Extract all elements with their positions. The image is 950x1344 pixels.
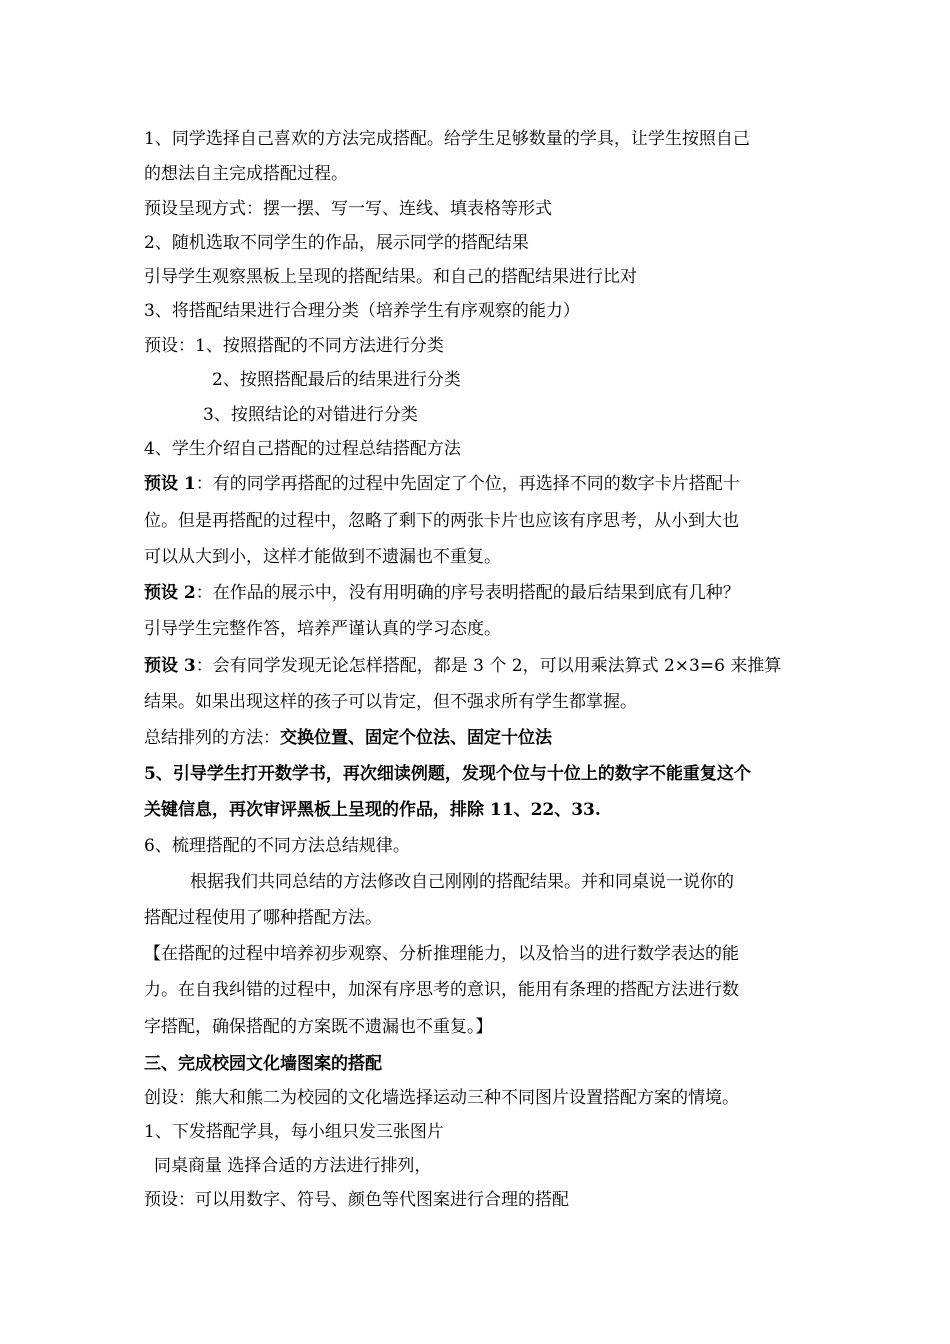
paragraph-line: 关键信息，再次审评黑板上呈现的作品，排除 11、22、33. [144,800,601,820]
paragraph-line: 引导学生观察黑板上呈现的搭配结果。和自己的搭配结果进行比对 [144,267,637,287]
paragraph-text: ：在作品的展示中，没有用明确的序号表明搭配的最后结果到底有几种？ [195,583,740,603]
preset-label: 预设 3 [144,656,196,676]
section-heading: 三、完成校园文化墙图案的搭配 [144,1054,382,1074]
paragraph-text: ：会有同学发现无论怎样搭配，都是 3 个 2，可以用乘法算式 2×3=6 来推算 [195,656,782,676]
paragraph-line: 可以从大到小，这样才能做到不遗漏也不重复。 [144,547,501,567]
paragraph-line: 引导学生完整作答，培养严谨认真的学习态度。 [144,619,501,639]
paragraph-line: 预设：可以用数字、符号、颜色等代图案进行合理的搭配 [144,1190,569,1210]
paragraph-line: 【在搭配的过程中培养初步观察、分析推理能力，以及恰当的进行数学表达的能 [144,944,739,964]
paragraph-line [144,655,824,677]
preset-label: 预设 2 [144,583,196,603]
paragraph-text: ：有的同学再搭配的过程中先固定了个位，再选择不同的数字卡片搭配十 [195,474,740,494]
paragraph-line: 创设：熊大和熊二为校园的文化墙选择运动三种不同图片设置搭配方案的情境。 [144,1088,739,1108]
paragraph-line: 2、随机选取不同学生的作品，展示同学的搭配结果 [144,233,529,253]
paragraph-line: 搭配过程使用了哪种搭配方法。 [144,908,382,928]
paragraph-line: 3、按照结论的对错进行分类 [203,405,418,425]
paragraph-line: 根据我们共同总结的方法修改自己刚刚的搭配结果。并和同桌说一说你的 [190,872,734,892]
paragraph-line: 位。但是再搭配的过程中，忽略了剩下的两张卡片也应该有序思考，从小到大也 [144,511,739,531]
paragraph-line: 字搭配，确保搭配的方案既不遗漏也不重复。】 [144,1017,493,1037]
paragraph-line: 3、将搭配结果进行合理分类（培养学生有序观察的能力） [144,301,580,321]
paragraph-line: 预设：1、按照搭配的不同方法进行分类 [144,336,444,356]
paragraph-line: 1、同学选择自己喜欢的方法完成搭配。给学生足够数量的学具，让学生按照自己 [144,129,750,149]
paragraph-line: 同桌商量 选择合适的方法进行排列， [154,1156,432,1176]
paragraph-line: 6、梳理搭配的不同方法总结规律。 [144,836,410,856]
preset-label: 预设 1 [144,474,196,494]
paragraph-line: 5、引导学生打开数学书，再次细读例题，发现个位与十位上的数字不能重复这个 [144,764,751,784]
paragraph-line: 的想法自主完成搭配过程。 [144,164,348,184]
paragraph-line: 结果。如果出现这样的孩子可以肯定，但不强求所有学生都掌握。 [144,692,637,712]
paragraph-line: 预设呈现方式：摆一摆、写一写、连线、填表格等形式 [144,199,552,219]
paragraph-line: 2、按照搭配最后的结果进行分类 [212,370,461,390]
paragraph-line [144,582,824,604]
paragraph-line: 力。在自我纠错的过程中，加深有序思考的意识，能用有条理的搭配方法进行数 [144,980,739,1000]
paragraph-line: 4、学生介绍自己搭配的过程总结搭配方法 [144,439,461,459]
paragraph-line [144,727,824,749]
paragraph-line: 1、下发搭配学具，每小组只发三张图片 [144,1122,444,1142]
paragraph-line [144,473,824,495]
summary-methods: 交换位置、固定个位法、固定十位法 [280,728,552,748]
paragraph-text: 总结排列的方法： [144,728,280,748]
